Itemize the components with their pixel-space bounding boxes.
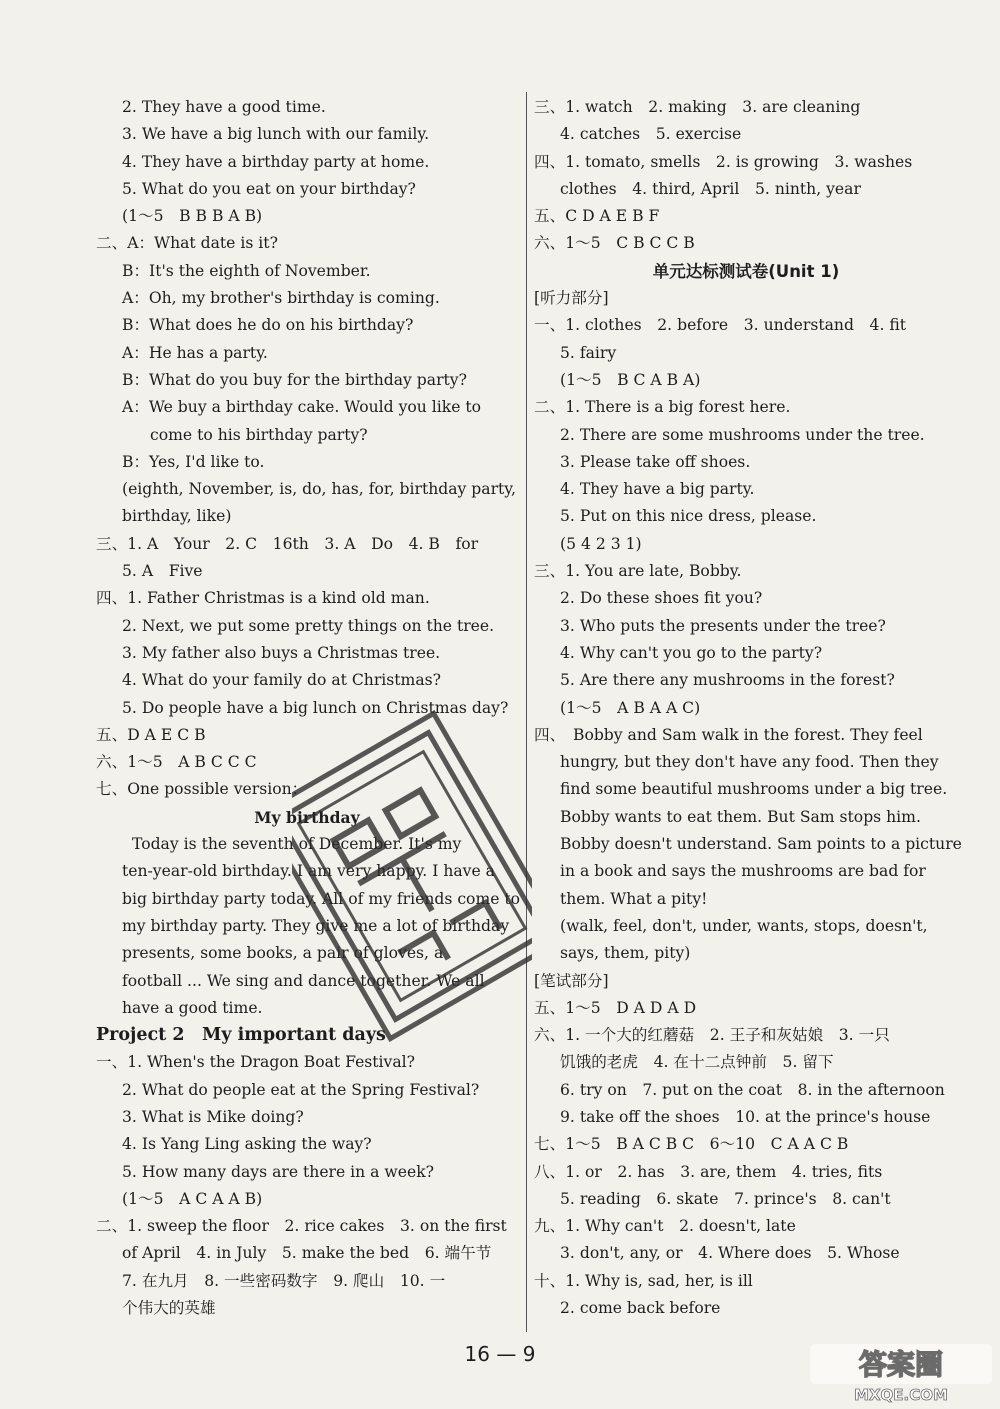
answer-line: 2. Do these shoes fit you? [560, 589, 763, 608]
answer-line: 2. There are some mushrooms under the tree. [560, 425, 925, 444]
answer-line: 一、1. When's the Dragon Boat Festival? [96, 1053, 416, 1072]
answer-line: A：We buy a birthday cake. Would you like to [122, 398, 482, 417]
answer-line: 5. What do you eat on your birthday? [122, 179, 416, 198]
answer-line: B：It's the eighth of November. [122, 261, 371, 280]
answer-line: Today is the seventh of December. It's my [132, 835, 462, 854]
answer-line: 5. Are there any mushrooms in the forest? [560, 671, 895, 690]
answer-line: 3. don't, any, or 4. Where does 5. Whose [560, 1244, 900, 1263]
answer-line: them. What a pity! [560, 889, 708, 908]
answer-line: (1～5 A B A A C) [560, 698, 701, 717]
answer-line: 五、C D A E B F [534, 207, 660, 226]
answer-line: (1～5 A C A A B) [122, 1189, 263, 1208]
answer-line: 2. They have a good time. [122, 98, 326, 116]
answer-line: 四、 Bobby and Sam walk in the forest. They feel [534, 725, 923, 744]
copy-invalid-stamp-icon [292, 706, 532, 1046]
answer-line: 六、1～5 C B C C B [534, 234, 695, 253]
answer-line: 5. How many days are there in a week? [122, 1162, 435, 1181]
answer-line: 6. try on 7. put on the coat 8. in the afternoon [560, 1080, 945, 1099]
answer-line: big birthday party today. All of my friends come to [122, 889, 521, 908]
answer-line: 5. Put on this nice dress, please. [560, 507, 817, 526]
answer-line: 4. Is Yang Ling asking the way? [122, 1135, 372, 1154]
answer-line: (5 4 2 3 1) [560, 534, 642, 553]
answer-line: B：What does he do on his birthday? [122, 316, 414, 335]
answer-line: 六、1. 一个大的红蘑菇 2. 王子和灰姑娘 3. 一只 [534, 1026, 890, 1045]
answer-line: (eighth, November, is, do, has, for, birthday party, [122, 480, 516, 499]
answer-line: 五、1～5 D A D A D [534, 998, 697, 1017]
answer-line: my birthday party. They give me a lot of birthday [122, 916, 510, 935]
answer-line: 3. What is Mike doing? [122, 1107, 304, 1126]
answer-line: 饥饿的老虎 4. 在十二点钟前 5. 留下 [560, 1053, 834, 1072]
section-heading: 单元达标测试卷(Unit 1) [652, 261, 840, 281]
answer-line: Bobby doesn't understand. Sam points to a picture [560, 835, 962, 854]
answer-line: says, them, pity) [560, 944, 691, 963]
answer-line: in a book and says the mushrooms are bad for [560, 862, 926, 881]
answer-line: 二、A：What date is it? [96, 234, 278, 253]
section-heading: My birthday [254, 807, 360, 827]
svg-text:MXQE.COM: MXQE.COM [854, 1386, 948, 1404]
answer-line: have a good time. [122, 998, 263, 1017]
answer-line: 3. My father also buys a Christmas tree. [122, 643, 441, 662]
answer-line: 六、1～5 A B C C C [96, 753, 257, 772]
answer-line: 5. reading 6. skate 7. prince's 8. can't [560, 1189, 891, 1208]
answer-line: [笔试部分] [534, 971, 609, 990]
section-heading: Project 2 My important days [96, 1025, 386, 1046]
right-column [534, 94, 962, 1322]
answer-line: 2. come back before [560, 1299, 721, 1318]
answer-line: 4. catches 5. exercise [560, 125, 742, 144]
answer-line: 5. Do people have a big lunch on Christmas day? [122, 698, 509, 717]
answer-line: 七、One possible version： [96, 780, 308, 799]
answer-line: clothes 4. third, April 5. ninth, year [560, 179, 861, 198]
answer-line: 3. Who puts the presents under the tree? [560, 616, 886, 635]
answer-line: B：What do you buy for the birthday party? [122, 370, 467, 389]
answer-line: presents, some books, a pair of gloves, a [122, 944, 444, 963]
answer-line: 个伟大的英雄 [122, 1299, 216, 1318]
answer-line: (1～5 B B B A B) [122, 207, 263, 226]
answer-line: Bobby wants to eat them. But Sam stops him. [560, 807, 921, 826]
watermark-logo-icon [808, 1340, 994, 1406]
answer-line: 7. 在九月 8. 一些密码数字 9. 爬山 10. 一 [122, 1271, 446, 1290]
answer-line: 4. They have a big party. [560, 480, 755, 499]
answer-line: 三、1. A Your 2. C 16th 3. A Do 4. B for [96, 534, 479, 553]
answer-line: 二、1. There is a big forest here. [534, 398, 791, 417]
answer-line: 二、1. sweep the floor 2. rice cakes 3. on the first [96, 1217, 507, 1236]
answer-line: come to his birthday party? [150, 425, 368, 444]
answer-line: 3. We have a big lunch with our family. [122, 125, 430, 144]
answer-line: 4. What do your family do at Christmas? [122, 671, 441, 690]
answer-line: 八、1. or 2. has 3. are, them 4. tries, fits [534, 1162, 883, 1181]
answer-line: birthday, like) [122, 507, 232, 526]
answer-line: 3. Please take off shoes. [560, 452, 751, 471]
answer-line: ten-year-old birthday. I am very happy. I have a [122, 862, 495, 881]
answer-line: 三、1. You are late, Bobby. [534, 562, 742, 581]
answer-line: (1～5 B C A B A) [560, 370, 701, 389]
answer-line: (walk, feel, don't, under, wants, stops, doesn't, [560, 916, 928, 935]
answer-line: A：He has a party. [122, 343, 268, 362]
answer-line: 十、1. Why is, sad, her, is ill [534, 1271, 753, 1290]
answer-line: 一、1. clothes 2. before 3. understand 4. fit [534, 316, 907, 335]
answer-line: find some beautiful mushrooms under a big tree. [560, 780, 948, 799]
answer-line: 七、1～5 B A C B C 6～10 C A A C B [534, 1135, 849, 1154]
answer-line: 5. A Five [122, 562, 203, 581]
answer-line: 2. What do people eat at the Spring Festival? [122, 1080, 480, 1099]
answer-line: 9. take off the shoes 10. at the prince's house [560, 1107, 931, 1126]
page-number: 16 — 9 [464, 1342, 536, 1366]
answer-line: football ... We sing and dance together. We all [122, 971, 485, 990]
answer-line: 五、D A E C B [96, 725, 206, 744]
answer-line: 4. Why can't you go to the party? [560, 643, 823, 662]
answer-line: B：Yes, I'd like to. [122, 452, 265, 471]
svg-text:答案圈: 答案圈 [858, 1348, 944, 1381]
answer-line: 2. Next, we put some pretty things on the tree. [122, 616, 495, 635]
answer-line: 5. fairy [560, 343, 617, 362]
answer-line: 三、1. watch 2. making 3. are cleaning [534, 98, 861, 116]
answer-line: 九、1. Why can't 2. doesn't, late [534, 1217, 796, 1236]
answer-line: 四、1. tomato, smells 2. is growing 3. washes [534, 152, 913, 171]
answer-line: [听力部分] [534, 289, 609, 308]
answer-line: of April 4. in July 5. make the bed 6. 端午节 [122, 1244, 492, 1263]
answer-line: 四、1. Father Christmas is a kind old man. [96, 589, 430, 608]
answer-line: A：Oh, my brother's birthday is coming. [122, 289, 440, 308]
answer-line: hungry, but they don't have any food. Then they [560, 753, 939, 772]
answer-line: 4. They have a birthday party at home. [122, 152, 430, 171]
